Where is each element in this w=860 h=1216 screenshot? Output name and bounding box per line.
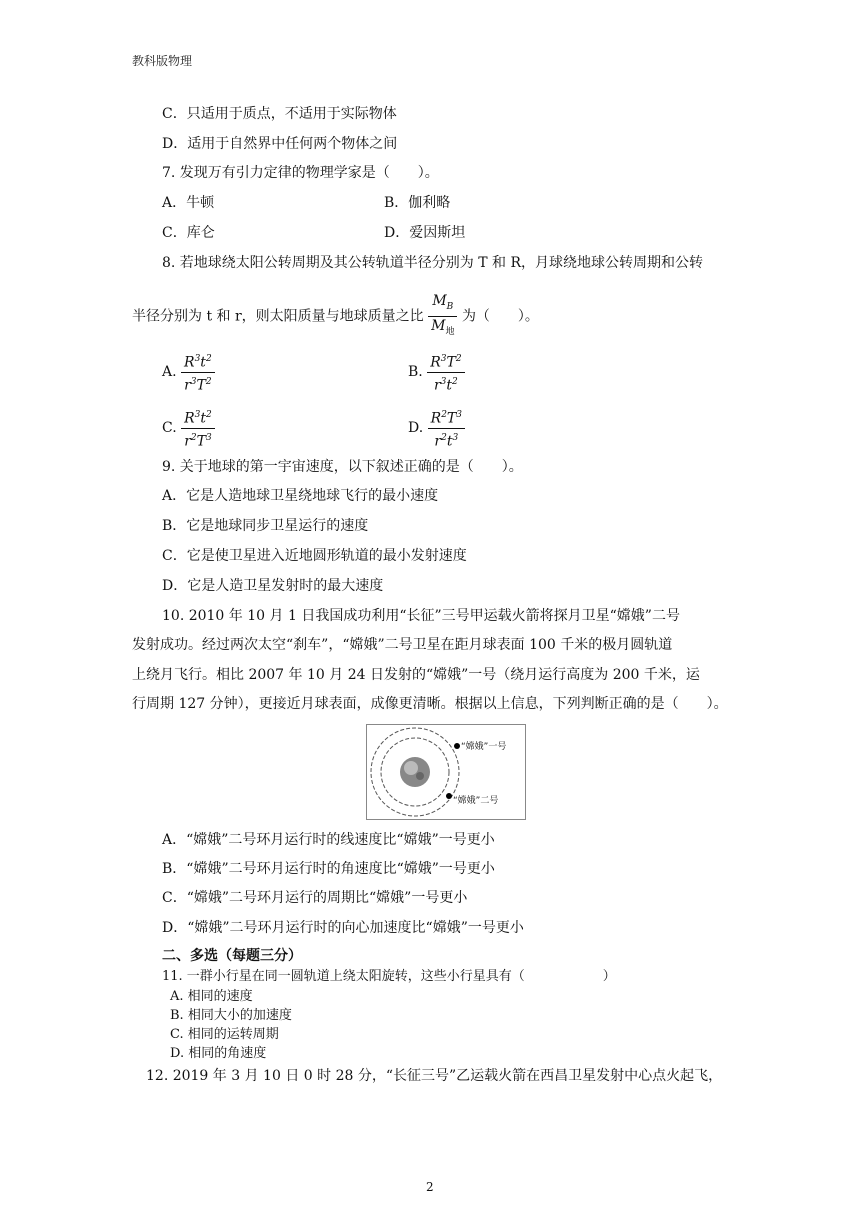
section-2-heading: 二、多选（每题三分） (162, 948, 302, 964)
q6-option-c: C．只适用于质点，不适用于实际物体 (162, 106, 397, 122)
question-7: 7. 发现万有引力定律的物理学家是（ ）。 (162, 165, 439, 181)
q7-option-d: D．爱因斯坦 (384, 225, 466, 241)
q9-option-c: C．它是使卫星进入近地圆形轨道的最小发射速度 (162, 548, 467, 564)
q7-option-c: C．库仑 (162, 225, 215, 241)
q8-option-c: C. $\frac{R^3t^2}{r^2T^3}$ (162, 406, 215, 450)
question-8-line1: 8. 若地球绕太阳公转周期及其公转轨道半径分别为 T 和 R，月球绕地球公转周期和公转 (162, 255, 704, 271)
question-8-text: 半径分别为 t 和 r，则太阳质量与地球质量之比 (132, 308, 424, 325)
q9-option-a: A．它是人造地球卫星绕地球飞行的最小速度 (162, 488, 439, 504)
q8-option-b: B. $\frac{R^3T^2}{r^3t^2}$ (408, 350, 465, 394)
q11-option-d: D. 相同的角速度 (170, 1046, 267, 1061)
question-9: 9. 关于地球的第一宇宙速度，以下叙述正确的是（ ）。 (162, 459, 523, 475)
q10-option-b: B．“嫦娥”二号环月运行时的角速度比“嫦娥”一号更小 (162, 861, 495, 877)
satellite-1-label: “嫦娥”一号 (461, 742, 507, 752)
question-8-tail: 为（ ）。 (461, 308, 539, 325)
question-10-line4: 行周期 127 分钟），更接近月球表面，成像更清晰。根据以上信息，下列判断正确的是（ ）。 (132, 696, 728, 712)
q10-option-d: D．“嫦娥”二号环月运行时的向心加速度比“嫦娥”一号更小 (162, 920, 524, 936)
q11-option-b: B. 相同大小的加速度 (170, 1008, 292, 1023)
question-8-line2 (132, 292, 539, 341)
satellite-1-marker (454, 743, 460, 749)
q10-option-c: C．“嫦娥”二号环月运行的周期比“嫦娥”一号更小 (162, 890, 468, 906)
q8-option-d: D. $\frac{R^2T^3}{r^2t^3}$ (408, 406, 465, 450)
q7-option-b: B．伽利略 (384, 195, 451, 211)
q10-option-a: A．“嫦娥”二号环月运行时的线速度比“嫦娥”一号更小 (162, 832, 495, 848)
document-header: 教科版物理 (132, 54, 193, 68)
satellite-2-label: “嫦娥”二号 (453, 796, 499, 806)
question-10-line2: 发射成功。经过两次太空“刹车”，“嫦娥”二号卫星在距月球表面 100 千米的极月圆轨道 (132, 637, 673, 653)
page-number: 2 (426, 1180, 434, 1194)
q11-option-c: C. 相同的运转周期 (170, 1027, 279, 1042)
question-12: 12. 2019 年 3 月 10 日 0 时 28 分，“长征三号”乙运载火箭在西昌卫星发射中心点火起飞， (146, 1068, 723, 1084)
orbit-diagram (366, 724, 526, 820)
question-11: 11. 一群小行星在同一圆轨道上绕太阳旋转，这些小行星具有（ ） (162, 969, 616, 984)
q11-option-a: A. 相同的速度 (170, 989, 253, 1004)
q9-option-d: D．它是人造卫星发射时的最大速度 (162, 578, 384, 594)
q6-option-d: D．适用于自然界中任何两个物体之间 (162, 136, 398, 152)
satellite-2-marker (446, 793, 452, 799)
q9-option-b: B．它是地球同步卫星运行的速度 (162, 518, 369, 534)
question-10-line3: 上绕月飞行。相比 2007 年 10 月 24 日发射的“嫦娥”一号（绕月运行高度为 200 千米，运 (132, 667, 700, 683)
question-10-line1: 10. 2010 年 10 月 1 日我国成功利用“长征”三号甲运载火箭将探月卫星“嫦娥”二号 (162, 608, 680, 624)
q7-option-a: A．牛顿 (162, 195, 215, 211)
q8-option-a: A. $\frac{R^3t^2}{r^3T^2}$ (162, 350, 215, 394)
mass-ratio-fraction: $\frac{M_B}{M_地}$ (428, 292, 457, 341)
